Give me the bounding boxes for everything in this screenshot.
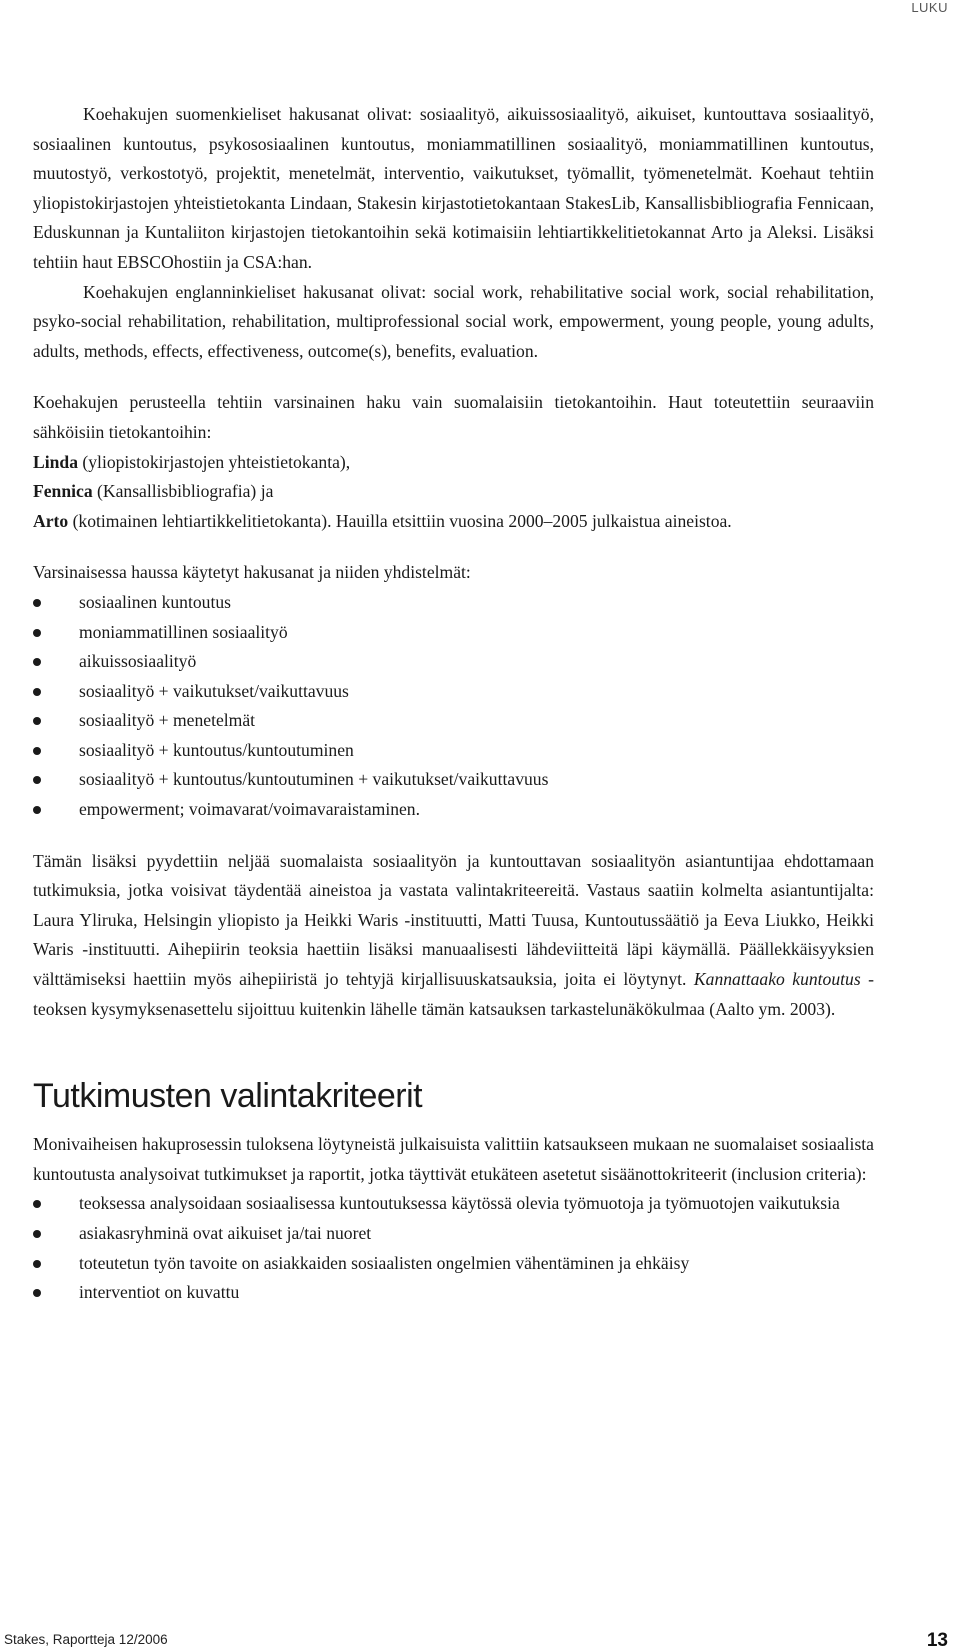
list-item-text: sosiaalityö + vaikutukset/vaikuttavuus [79,680,349,701]
list-item-text: sosiaalityö + kuntoutus/kuntoutuminen + vaikutukset/vaikuttavuus [79,769,549,790]
paragraph-experts [33,847,874,1025]
database-desc: (Kansallisbibliografia) ja [92,481,274,502]
text-run: Tämän lisäksi pyydettiin neljää suomalaista sosiaalityön ja kuntouttavan sosiaalityön asiantuntijaa ehdottamaan tutkimuksia, jotka voisivat täydentää aineistoa ja vastata valintakriteereitä. Vastaus saatiin kolmelta asiantuntijalta: Laura Yliruka, Helsingin yliopisto ja Heikki Waris -instituutti, Matti Tuusa, Kuntoutussäätiö ja Eeva Liukko, Heikki Waris -instituutti. Aihepiirin teoksia haettiin lisäksi manuaalisesti lähdeviitteitä läpi käymällä. Päällekkäisyyksien välttämiseksi haettiin myös aihepiiristä jo tehtyjä kirjallisuuskatsauksia, joita ei löytynyt. [33,850,874,990]
list-item-text: asiakasryhminä ovat aikuiset ja/tai nuoret [79,1223,372,1243]
paragraph-finnish-keywords: Koehakujen suomenkieliset hakusanat olivat: sosiaalityö, aikuissosiaalityö, aikuiset, kuntouttava sosiaalityö, sosiaalinen kuntoutus, psykososiaalinen kuntoutus, moniammatillinen sosiaalityö, moniammatillinen kuntoutus, muutostyö, verkostotyö, projektit, menetelmät, interventio, vaikutukset, työmallit, työmenetelmät. Koehaut tehtiin yliopistokirjastojen yhteistietokanta Lindaan, Stakesin kirjastotietokantaan StakesLib, Kansallisbibliografia Fennicaan, Eduskunnan ja Kuntaliiton kirjastojen tietokantoihin sekä kotimaisiin lehtiartikkelitietokannat Arto ja Aleksi. Lisäksi tehtiin haut EBSCOhostiin ja CSA:han. [33,104,874,272]
list-item-text: aikuissosiaalityö [79,651,197,672]
paragraph-search-terms-intro: Varsinaisessa haussa käytetyt hakusanat ja niiden yhdistelmät: [33,562,471,583]
list-item-text: sosiaalinen kuntoutus [79,591,231,612]
bullet-icon [33,1230,41,1238]
database-fennica [33,477,874,507]
paragraph-english-keywords: Koehakujen englanninkieliset hakusanat olivat: social work, rehabilitative social work, social rehabilitation, psyko-social rehabilitation, rehabilitation, multiprofessional social work, empowerment, young people, young adults, adults, methods, effects, effectiveness, outcome(s), benefits, evaluation. [33,281,874,361]
list-item [33,706,874,736]
book-title: Kannattaako kuntoutus [693,969,861,990]
list-item [33,588,874,618]
database-desc: (yliopistokirjastojen yhteistietokanta), [78,451,351,472]
paragraph-inclusion: Monivaiheisen hakuprosessin tuloksena löytyneistä julkaisuista valittiin katsaukseen mukaan ne suomalaiset sosiaalista kuntoutusta analysoivat tutkimukset ja raportit, jotka täyttivät etukäteen asetetut sisäänottokriteerit (inclusion criteria): [33,1134,874,1184]
database-linda [33,448,874,478]
running-head: LUKU [911,0,948,15]
list-item-text: interventiot on kuvattu [79,1282,240,1303]
bullet-icon [33,1289,41,1297]
list-item-text: teoksessa analysoidaan sosiaalisessa kuntoutuksessa käytössä olevia työmuotoja ja työmuotojen vaikutuksia [79,1193,840,1214]
list-item [33,1249,874,1279]
list-item [33,765,874,795]
list-item [33,795,874,825]
list-item [33,736,874,766]
document-body [33,100,874,1308]
bullet-icon [33,1260,41,1268]
bullet-icon [33,688,41,696]
search-terms-list [33,588,874,825]
list-item-text: moniammatillinen sosiaalityö [79,621,288,642]
list-item [33,677,874,707]
bullet-icon [33,776,41,784]
bullet-icon [33,717,41,725]
list-item [33,618,874,648]
footer-publication: Stakes, Raportteja 12/2006 [4,1632,168,1647]
bullet-icon [33,1200,41,1208]
list-item-text: toteutetun työn tavoite on asiakkaiden sosiaalisten ongelmien vähentäminen ja ehkäisy [79,1252,690,1273]
bullet-icon [33,629,41,637]
criteria-list [33,1189,874,1307]
database-name: Fennica [33,481,93,502]
database-arto [33,507,874,537]
paragraph-actual-search: Koehakujen perusteella tehtiin varsinainen haku vain suomalaisiin tietokantoihin. Haut toteutettiin seuraaviin sähköisiin tietokantoihin: [33,392,874,442]
list-item [33,1278,874,1308]
list-item-text: sosiaalityö + kuntoutus/kuntoutuminen [79,739,354,760]
page-number: 13 [926,1630,948,1651]
bullet-icon [33,806,41,814]
list-item-text: empowerment; voimavarat/voimavaraistaminen. [79,799,421,820]
bullet-icon [33,658,41,666]
list-item-text: sosiaalityö + menetelmät [79,710,256,731]
list-item [33,1219,874,1249]
bullet-icon [33,599,41,607]
text-run: -teoksen kysymyksenasettelu sijoittuu kuitenkin lähelle tämän katsauksen tarkastelunäkökulmaa (Aalto ym. 2003). [33,969,875,1019]
list-item [33,1189,874,1219]
list-item [33,647,874,677]
database-name: Linda [33,451,78,472]
bullet-icon [33,747,41,755]
database-name: Arto [33,510,69,531]
section-heading: Tutkimusten valintakriteerit [33,1077,423,1116]
database-desc: (kotimainen lehtiartikkelitietokanta). Hauilla etsittiin vuosina 2000–2005 julkaistua aineistoa. [68,510,732,531]
